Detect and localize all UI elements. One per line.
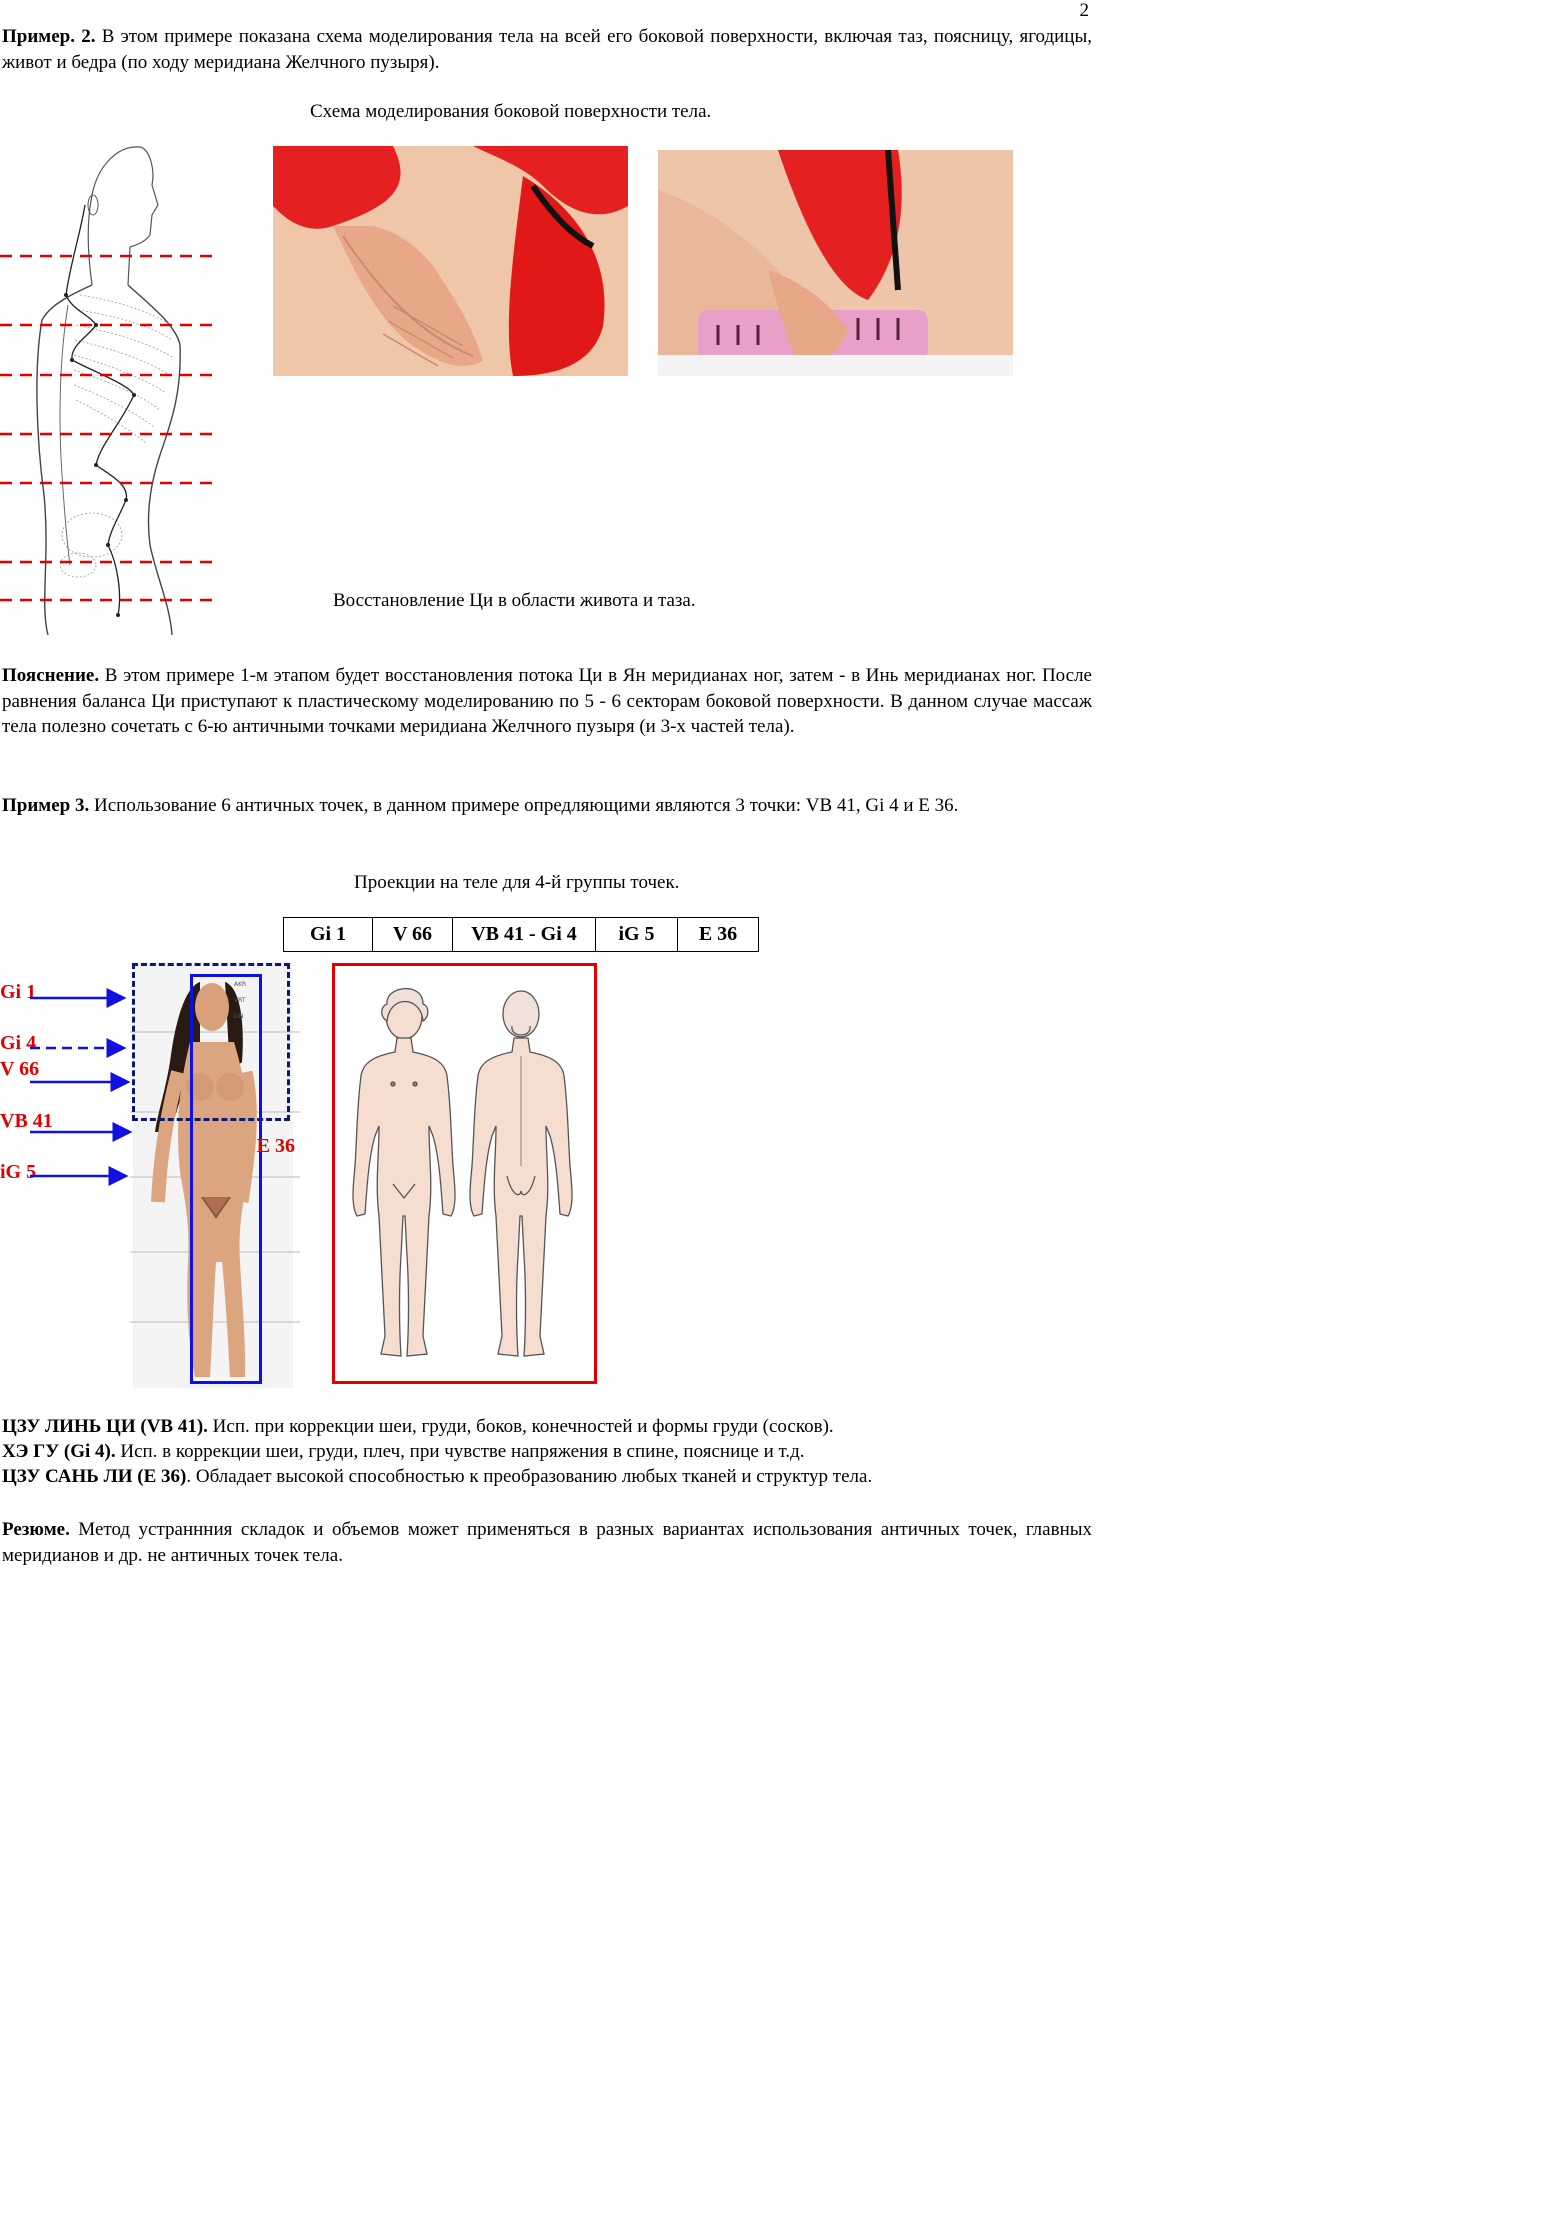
massage-photo-abdomen (273, 146, 628, 376)
label-gi4: Gi 4 (0, 1032, 37, 1054)
summary-paragraph (2, 1517, 1092, 1568)
note-gi4-title: ХЭ ГУ (Gi 4). (2, 1441, 116, 1462)
summary-text: Метод устраннния складок и объемов может применяться в разных вариантах использования античных точек, главных меридианов и др. не античных точек тела. (2, 1519, 1092, 1566)
svg-text:LIN: LIN (234, 1013, 244, 1020)
example3-text: Использование 6 античных точек, в данном примере опредляющими являются 3 точки: VB 41, Gi 4 и E 36. (89, 795, 959, 816)
points-table (283, 917, 759, 952)
explanation-text: В этом примере 1-м этапом будет восстановления потока Ци в Ян меридианах ног, затем - в Инь меридианах ног. После равнения баланса Ци приступают к пластическому моделированию по 5 - 6 секторам боковой поверхности. В данном случае массаж тела полезно сочетать с 6-ю античными точками меридиана Желчного пузыря (и 3-х частей тела). (2, 665, 1092, 737)
label-vb41: VB 41 (0, 1110, 53, 1132)
svg-text:VRT: VRT (234, 997, 246, 1004)
svg-text:AKR: AKR (234, 981, 247, 988)
label-gi1: Gi 1 (0, 981, 37, 1003)
back-figure (470, 991, 572, 1356)
page-number: 2 (1079, 0, 1089, 21)
points-cell: iG 5 (596, 918, 678, 952)
note-gi4-text: Исп. в коррекции шеи, груди, плеч, при чувстве напряжения в спине, пояснице и т.д. (115, 1441, 805, 1462)
label-e36: E 36 (256, 1135, 295, 1157)
note-e36 (2, 1464, 872, 1489)
note-e36-text: . Обладает высокой способностью к преобразованию любых тканей и структур тела. (186, 1466, 873, 1487)
example3-label: Пример 3. (2, 795, 90, 816)
points-cell: E 36 (678, 918, 759, 952)
example3-paragraph (2, 793, 1092, 819)
label-v66: V 66 (0, 1058, 40, 1080)
front-figure (353, 989, 455, 1356)
front-back-figure-box (332, 963, 597, 1384)
point-arrows (30, 985, 130, 1185)
label-ig5: iG 5 (0, 1161, 37, 1183)
caption-restore: Восстановление Ци в области живота и таза. (333, 590, 696, 611)
points-cell: VB 41 - Gi 4 (453, 918, 596, 952)
massage-photo-side (658, 150, 1013, 376)
explanation-label: Пояснение. (2, 665, 100, 686)
points-cell: V 66 (373, 918, 453, 952)
note-vb41-title: ЦЗУ ЛИНЬ ЦИ (VB 41). (2, 1416, 208, 1437)
note-vb41 (2, 1414, 834, 1439)
note-vb41-text: Исп. при коррекции шеи, груди, боков, конечностей и формы груди (сосков). (207, 1416, 834, 1437)
note-e36-title: ЦЗУ САНЬ ЛИ (Е 36) (2, 1466, 187, 1487)
example2-paragraph (2, 24, 1092, 75)
note-gi4 (2, 1439, 805, 1464)
caption-scheme: Схема моделирования боковой поверхности тела. (310, 101, 712, 122)
example2-text: В этом примере показана схема моделирования тела на всей его боковой поверхности, включая таз, поясницу, ягодицы, живот и бедра (по ходу меридиана Желчного пузыря). (2, 26, 1092, 73)
explanation-paragraph (2, 663, 1092, 740)
meridian-side-diagram (0, 135, 225, 635)
caption-projection: Проекции на теле для 4-й группы точек. (354, 872, 680, 893)
example2-label: Пример. 2. (2, 26, 96, 47)
summary-label: Резюме. (2, 1519, 70, 1540)
blue-frame (190, 974, 262, 1384)
points-cell: Gi 1 (284, 918, 373, 952)
